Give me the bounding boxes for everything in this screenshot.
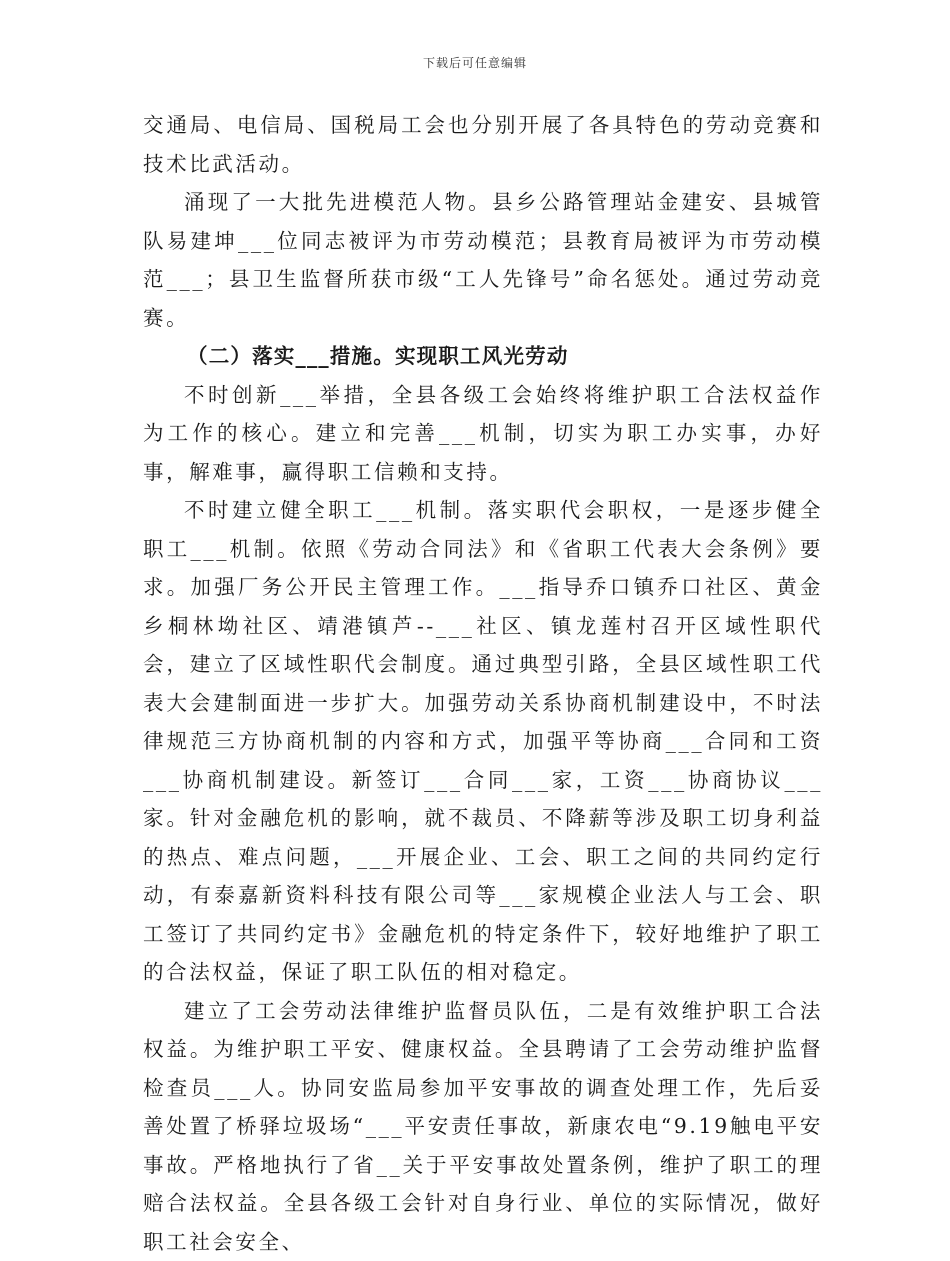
paragraph-supervision: 建立了工会劳动法律维护监督员队伍，二是有效维护职工合法权益。为维护职工平安、健康权益。全县聘请了工会劳动维护监督检查员___人。协同安监局参加平安事故的调查处理工作，先后妥善处置了桥驿垃圾场“___平安责任事故，新康农电“9.19触电平安事故。严格地执行了省__关于平安事故处置条例，维护了职工的理赔合法权益。全县各级工会针对自身行业、单位的实际情况，做好职工社会安全、 <box>143 992 823 1261</box>
section-heading: （二）落实___措施。实现职工风光劳动 <box>143 337 823 376</box>
document-body <box>143 106 823 1261</box>
paragraph-model-figures: 涌现了一大批先进模范人物。县乡公路管理站金建安、县城管队易建坤___位同志被评为市劳动模范；县教育局被评为市劳动模范___；县卫生监督所获市级“工人先锋号”命名惩处。通过劳动竞赛。 <box>143 183 823 337</box>
paragraph-mechanism: 不时建立健全职工___机制。落实职代会职权，一是逐步健全职工___机制。依照《劳动合同法》和《省职工代表大会条例》要求。加强厂务公开民主管理工作。___指导乔口镇乔口社区、黄金乡桐林坳社区、靖港镇芦--___社区、镇龙莲村召开区域性职代会，建立了区域性职代会制度。通过典型引路，全县区域性职工代表大会建制面进一步扩大。加强劳动关系协商机制建设中，不时法律规范三方协商机制的内容和方式，加强平等协商___合同和工资___协商机制建设。新签订___合同___家，工资___协商协议___家。针对金融危机的影响，就不裁员、不降薪等涉及职工切身利益的热点、难点问题，___开展企业、工会、职工之间的共同约定行动，有泰嘉新资料科技有限公司等___家规模企业法人与工会、职工签订了共同约定书》金融危机的特定条件下，较好地维护了职工的合法权益，保证了职工队伍的相对稳定。 <box>143 491 823 992</box>
paragraph-continuation: 交通局、电信局、国税局工会也分别开展了各具特色的劳动竞赛和技术比武活动。 <box>143 106 823 183</box>
page-header: 下载后可任意编辑 <box>0 54 950 71</box>
paragraph-innovation: 不时创新___举措，全县各级工会始终将维护职工合法权益作为工作的核心。建立和完善___机制，切实为职工办实事，办好事，解难事，赢得职工信赖和支持。 <box>143 376 823 492</box>
